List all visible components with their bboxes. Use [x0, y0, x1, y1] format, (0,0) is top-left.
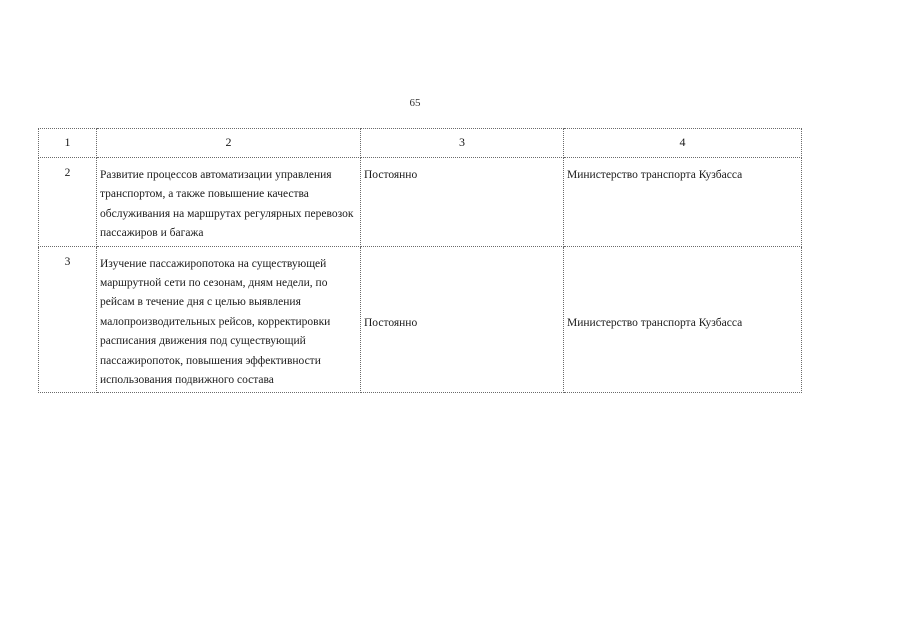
measure-term: Постоянно [361, 246, 564, 393]
measure-responsible: Министерство транспорта Кузбасса [564, 158, 802, 247]
column-header-4: 4 [564, 129, 802, 158]
column-header-1: 1 [39, 129, 97, 158]
measures-table [38, 128, 802, 393]
table-row [39, 158, 802, 247]
measure-description: Изучение пассажиропотока на существующей маршрутной сети по сезонам, дням недели, по рейсам в течение дня с целью выявления малопроизводительных рейсов, корректировки расписания движения под существующий пассажиропоток, повышения эффективности использования подвижного состава [97, 246, 361, 393]
row-number: 3 [39, 246, 97, 393]
measure-responsible: Министерство транспорта Кузбасса [564, 246, 802, 393]
row-number: 2 [39, 158, 97, 247]
column-header-2: 2 [97, 129, 361, 158]
table-row [39, 246, 802, 393]
measure-term: Постоянно [361, 158, 564, 247]
column-header-3: 3 [361, 129, 564, 158]
table-header-row [39, 129, 802, 158]
page-number: 65 [409, 97, 421, 109]
measure-description: Развитие процессов автоматизации управления транспортом, а также повышение качества обслуживания на маршрутах регулярных перевозок пассажиров и багажа [97, 158, 361, 247]
